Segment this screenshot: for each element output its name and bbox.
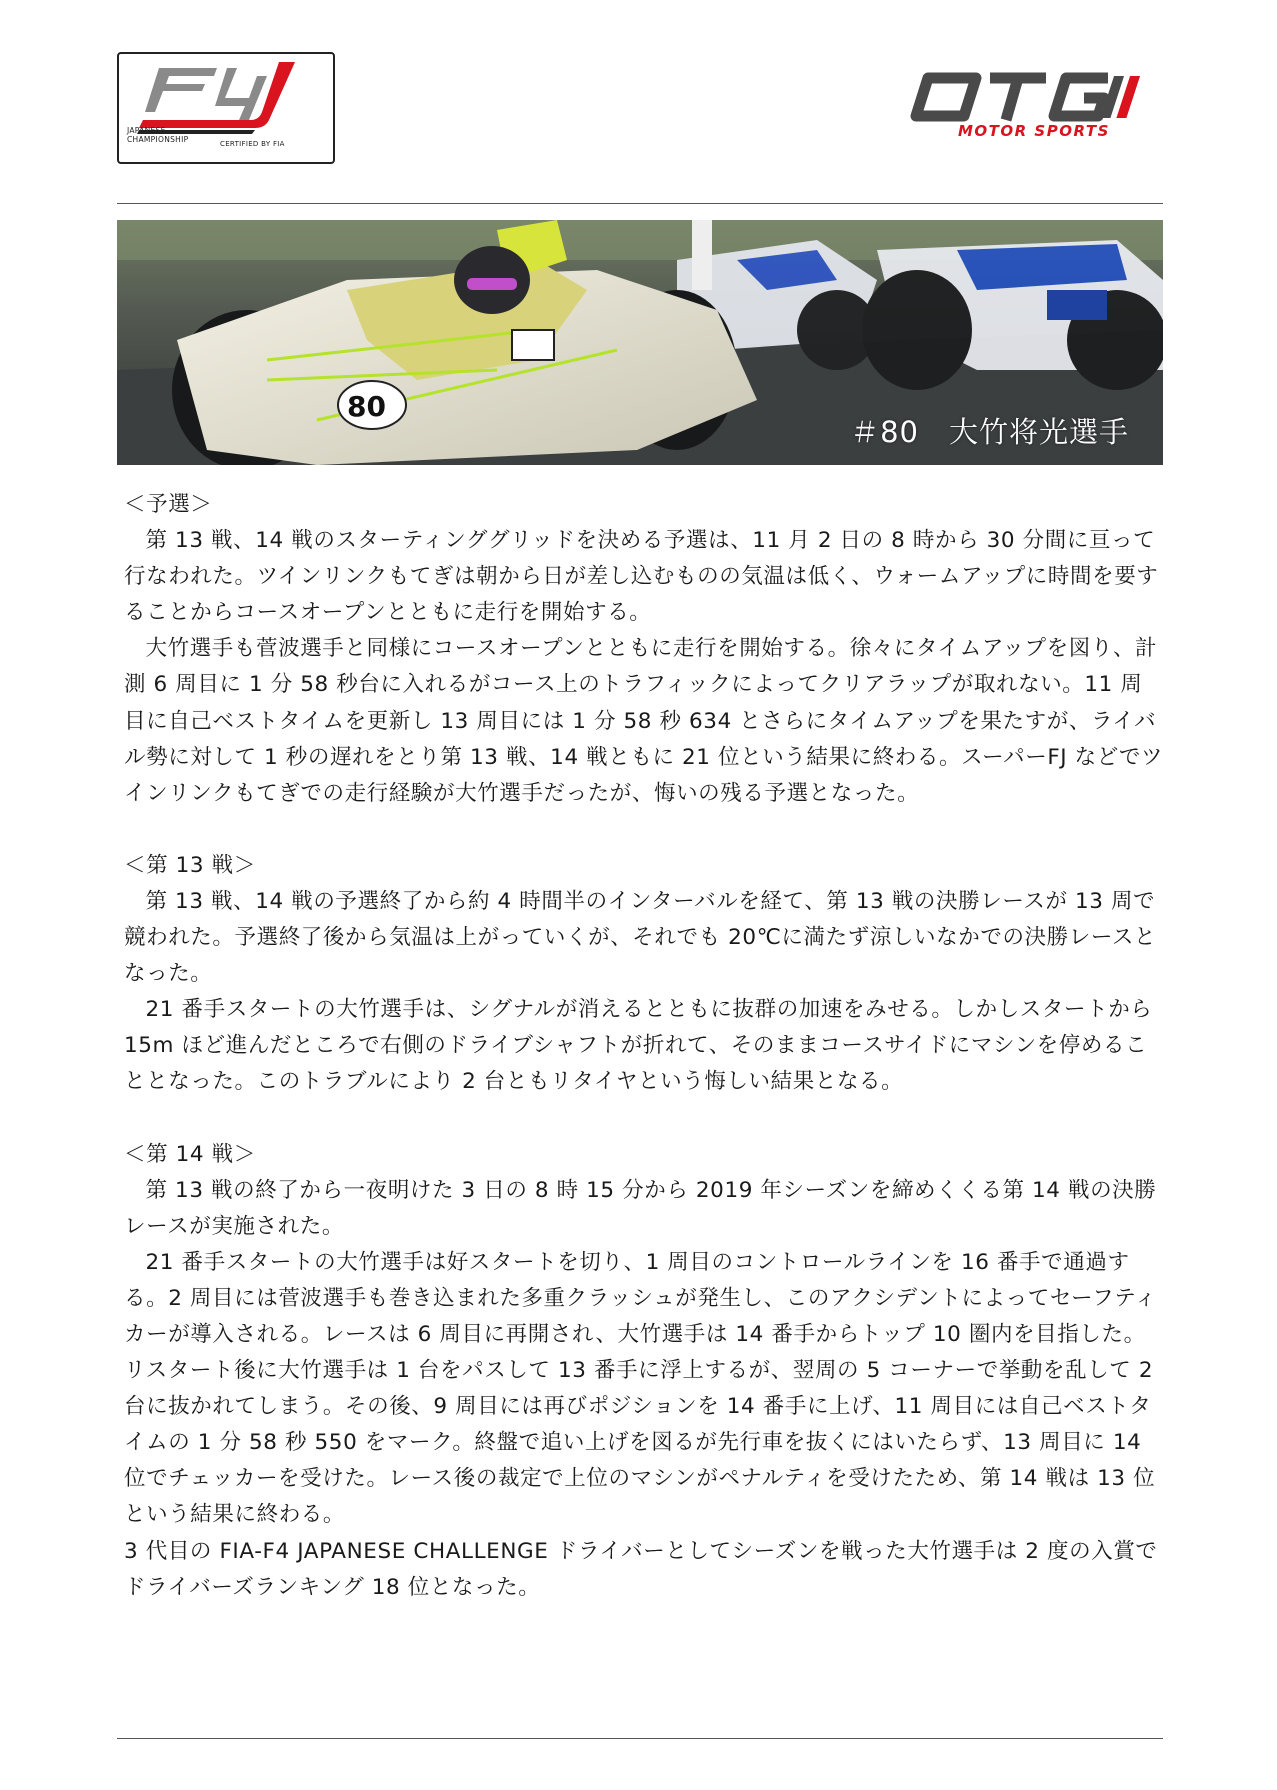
section-heading-qualifying: ＜予選＞ (124, 492, 213, 517)
paragraph: 第 13 戦、14 戦のスターティンググリッドを決める予選は、11 月 2 日の 8 時から 30 分間に亘って行なわれた。ツインリンクもてぎは朝から日が差し込むものの気温は低く、ウォームアップに時間を要することからコースオープンとともに走行を開始する。 (124, 528, 1159, 626)
paragraph: 21 番手スタートの大竹選手は、シグナルが消えるとともに抜群の加速をみせる。しかしスタートから 15m ほど進んだところで右側のドライブシャフトが折れて、そのままコースサイドにマシンを停めることとなった。このトラブルにより 2 台ともリタイヤという悔しい結果となる。 (124, 997, 1153, 1095)
top-divider (117, 203, 1163, 204)
paragraph: 第 13 戦の終了から一夜明けた 3 日の 8 時 15 分から 2019 年シーズンを締めくくる第 14 戦の決勝レースが実施された。 (124, 1177, 1157, 1239)
f4-japanese-championship-logo (117, 52, 335, 164)
bottom-divider (117, 1738, 1163, 1739)
section-heading-race14: ＜第 14 戦＞ (124, 1141, 256, 1167)
race-car-photo (117, 220, 1163, 465)
f4-caption-line1: JAPANESE (127, 126, 166, 135)
hero-caption: ＃80 大竹将光選手 (850, 415, 1129, 449)
paragraph: 21 番手スタートの大竹選手は好スタートを切り、1 周目のコントロールラインを 16 番手で通過する。2 周目には菅波選手も巻き込まれた多重クラッシュが発生し、このアクシデントによってセーフティカーが導入される。レースは 6 周目に再開され、大竹選手は 14 番手からトップ 10 圏内を目指した。リスタート後に大竹選手は 1 台をパスして 13 番手に浮上するが、翌周の 5 コーナーで挙動を乱して 2 台に抜かれてしまう。その後、9 周目には再びポジションを 14 番手に上げ、11 周目には自己ベストタイムの 1 分 58 秒 550 をマーク。終盤で追い上げを図るが先行車を抜くにはいたらず、13 周目に 14 位でチェッカーを受けた。レース後の裁定で上位のマシンがペナルティを受けたため、第 14 戦は 13 位という結果に終わる。 (124, 1249, 1157, 1528)
paragraph: 第 13 戦、14 戦の予選終了から約 4 時間半のインターバルを経て、第 13 戦の決勝レースが 13 周で競われた。予選終了後から気温は上がっていくが、それでも 20℃に満たず涼しいなかでの決勝レースとなった。 (124, 888, 1157, 987)
paragraph: 大竹選手も菅波選手と同様にコースオープンとともに走行を開始する。徐々にタイムアップを図り、計測 6 周目に 1 分 58 秒台に入れるがコース上のトラフィックによってクリアラップが取れない。11 周目に自己ベストタイムを更新し 13 周目には 1 分 58 秒 634 とさらにタイムアップを果たすが、ライバル勢に対して 1 秒の遅れをとり第 13 戦、14 戦ともに 21 位という結果に終わる。スーパーFJ などでツインリンクもてぎでの走行経験が大竹選手だったが、悔いの残る予選となった。 (124, 636, 1164, 806)
f4-caption-certified: CERTIFIED BY FIA (220, 140, 285, 148)
car-number-label: 80 (347, 390, 386, 423)
section-heading-race13: ＜第 13 戦＞ (124, 852, 256, 878)
closing-paragraph: 3 代目の FIA-F4 JAPANESE CHALLENGE ドライバーとしてシーズンを戦った大竹選手は 2 度の入賞でドライバーズランキング 18 位となった。 (124, 1538, 1158, 1600)
otg-mark-icon (898, 70, 1154, 126)
otg-motorsports-logo (898, 70, 1154, 148)
otg-subtitle: MOTOR SPORTS (958, 122, 1110, 140)
f4-caption-line2: CHAMPIONSHIP (127, 135, 189, 144)
article-body (124, 487, 1164, 1606)
